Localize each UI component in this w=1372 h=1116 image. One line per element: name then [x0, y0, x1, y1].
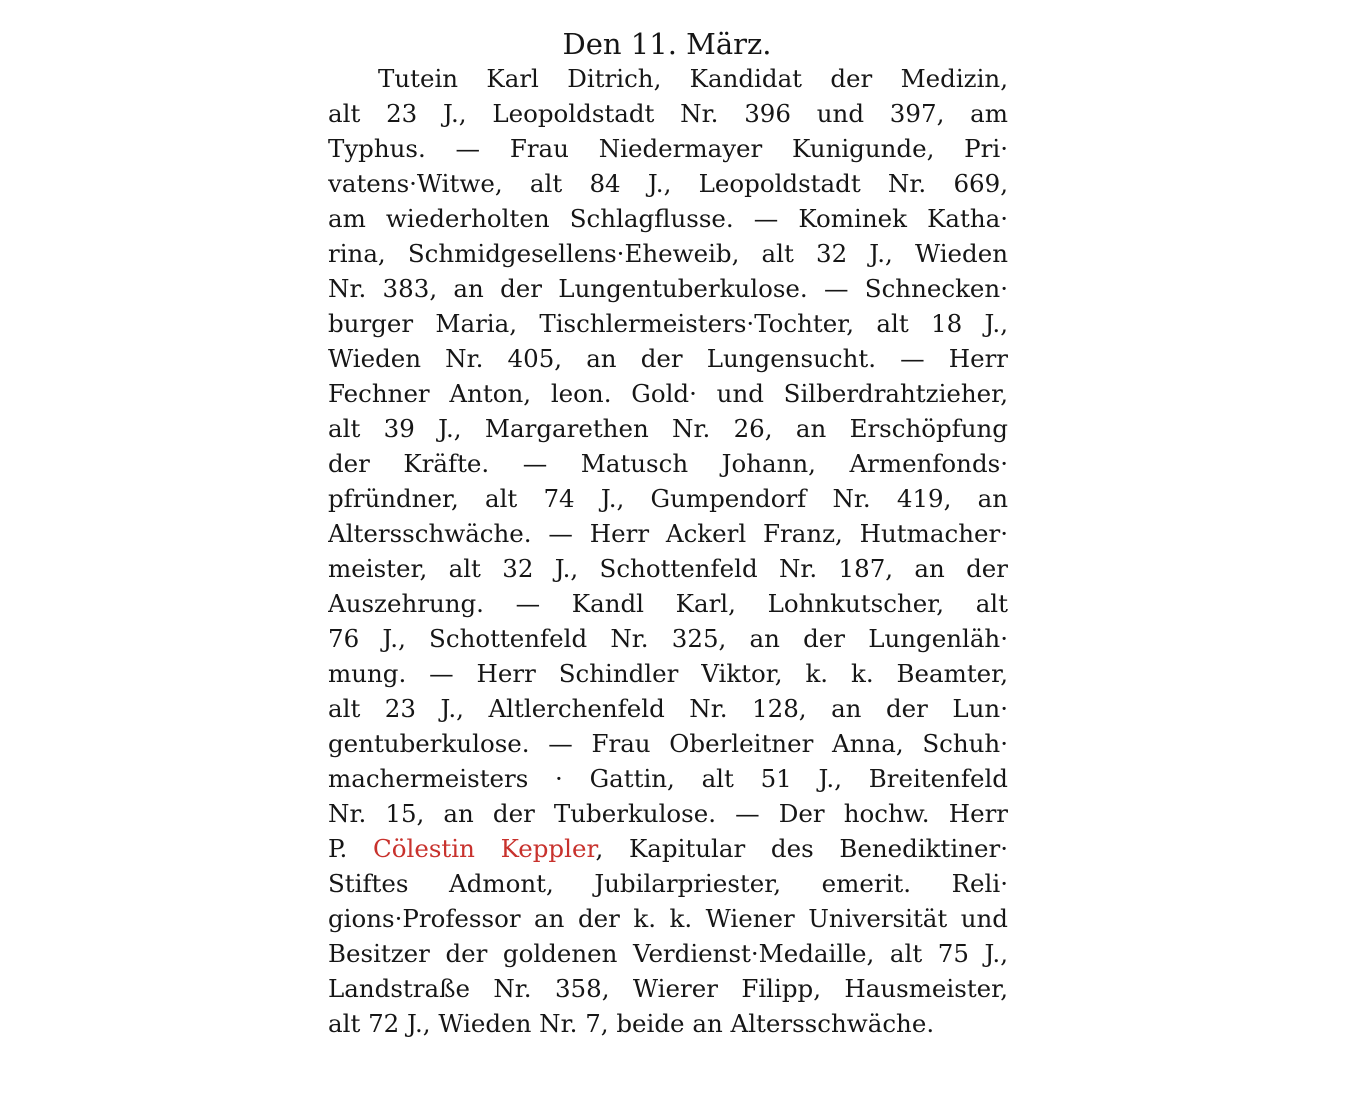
text-line: der Kräfte. — Matusch Johann, Armenfonds· — [328, 449, 1008, 478]
text-line: Altersschwäche. — Herr Ackerl Franz, Hutmacher· — [328, 519, 1008, 548]
text-line: alt 72 J., Wieden Nr. 7, beide an Altersschwäche. — [328, 1009, 935, 1038]
text-line: burger Maria, Tischlermeisters·Tochter, alt 18 J., — [328, 309, 1008, 338]
text-line: Tutein Karl Ditrich, Kandidat der Medizin, — [378, 64, 1008, 93]
text-line: Fechner Anton, leon. Gold· und Silberdrahtzieher, — [328, 379, 1008, 408]
text-line: gions·Professor an der k. k. Wiener Universität und — [328, 904, 1008, 933]
text-line: Landstraße Nr. 358, Wierer Filipp, Hausmeister, — [328, 974, 1008, 1003]
text-line: Wieden Nr. 405, an der Lungensucht. — Herr — [328, 344, 1008, 373]
text-line: gentuberkulose. — Frau Oberleitner Anna, Schuh· — [328, 729, 1008, 758]
text-line: Auszehrung. — Kandl Karl, Lohnkutscher, alt — [328, 589, 1008, 618]
text-line: 76 J., Schottenfeld Nr. 325, an der Lungenläh· — [328, 624, 1008, 653]
text-line: Nr. 383, an der Lungentuberkulose. — Schnecken· — [328, 274, 1008, 303]
text-line: Nr. 15, an der Tuberkulose. — Der hochw. Herr — [328, 799, 1008, 828]
text-line: meister, alt 32 J., Schottenfeld Nr. 187, an der — [328, 554, 1008, 583]
text-line: rina, Schmidgesellens·Eheweib, alt 32 J., Wieden — [328, 239, 1008, 268]
newspaper-clipping — [322, 18, 1012, 1078]
text-line: Stiftes Admont, Jubilarpriester, emerit. Reli· — [328, 869, 1008, 898]
text-line: am wiederholten Schlagflusse. — Kominek Katha· — [328, 204, 1008, 233]
text-line: Besitzer der goldenen Verdienst·Medaille, alt 75 J., — [328, 939, 1008, 968]
text-line: pfründner, alt 74 J., Gumpendorf Nr. 419, an — [328, 484, 1008, 513]
text-line: alt 23 J., Leopoldstadt Nr. 396 und 397, am — [328, 99, 1008, 128]
text-line: alt 23 J., Altlerchenfeld Nr. 128, an der Lun· — [328, 694, 1008, 723]
highlight-suffix: , Kapitular des Benediktiner· — [595, 834, 1008, 863]
highlight-line — [328, 834, 1008, 864]
text-line: mung. — Herr Schindler Viktor, k. k. Beamter, — [328, 659, 1008, 688]
text-line: machermeisters · Gattin, alt 51 J., Breitenfeld — [328, 764, 1008, 793]
date-heading: Den 11. März. — [562, 27, 772, 61]
text-line: Typhus. — Frau Niedermayer Kunigunde, Pri· — [328, 134, 1008, 163]
highlight-prefix: P. — [328, 834, 348, 863]
text-line: vatens·Witwe, alt 84 J., Leopoldstadt Nr. 669, — [328, 169, 1008, 198]
text-line: alt 39 J., Margarethen Nr. 26, an Erschöpfung — [328, 414, 1008, 443]
highlighted-name: Cölestin Keppler — [373, 834, 596, 863]
